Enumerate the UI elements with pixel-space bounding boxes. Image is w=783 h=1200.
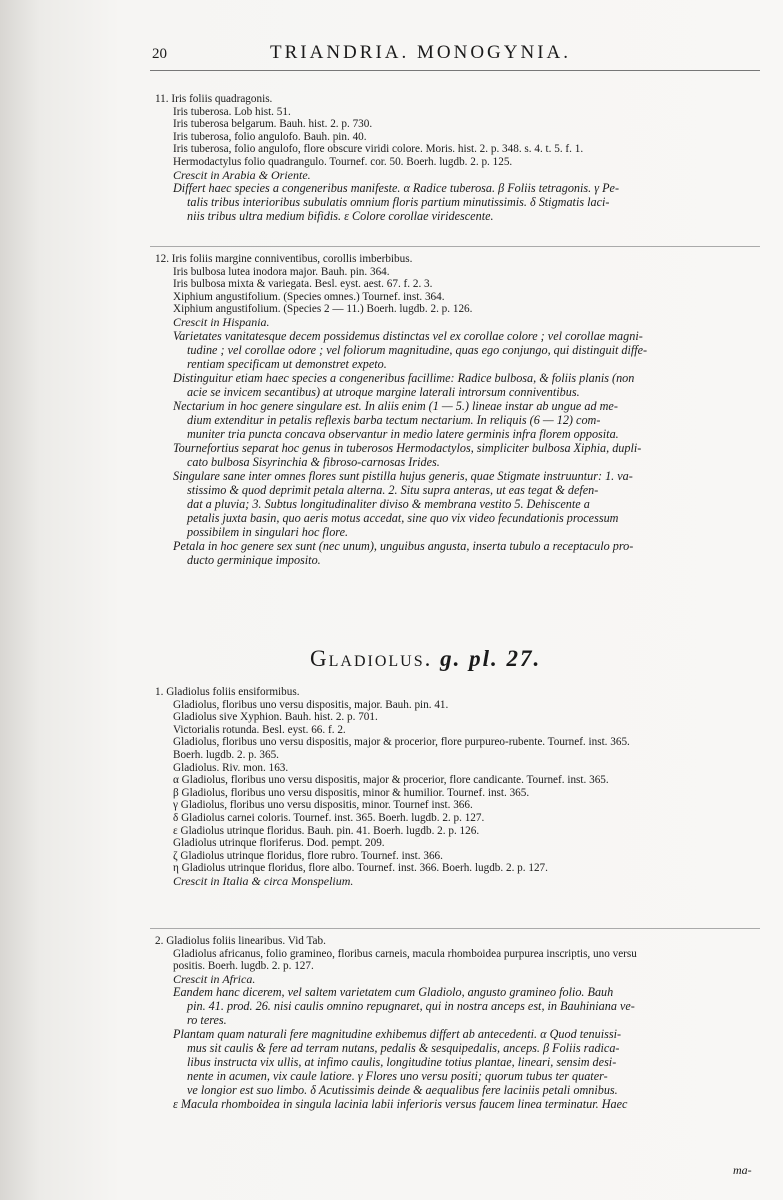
note-line: Varietates vanitatesque decem possidemus distinctas vel ex corollae colore ; vel corollae magni- xyxy=(173,328,643,343)
header-rule xyxy=(150,70,760,71)
synonym-line: Iris tuberosa belgarum. Bauh. hist. 2. p. 730. xyxy=(173,118,373,131)
entry-heading: 1. Gladiolus foliis ensiformibus. xyxy=(155,686,300,698)
variety-line: ε Gladiolus utrinque floridus. Bauh. pin. 41. Boerh. lugdb. 2. p. 126. xyxy=(173,824,480,837)
note-line: Petala in hoc genere sex sunt (nec unum), unguibus angusta, inserta tubulo a receptaculo pro- xyxy=(173,538,634,553)
note-line: cato bulbosa Sisyrinchia & fibroso-carnosas Irides. xyxy=(187,454,440,469)
entry-separator xyxy=(150,928,760,929)
synonym-line: Gladiolus utrinque floriferus. Dod. pempt. 209. xyxy=(173,837,385,850)
habitat-line: Crescit in Arabia & Oriente. xyxy=(173,168,311,182)
synonym-line: Hermodactylus folio quadrangulo. Tournef. cor. 50. Boerh. lugdb. 2. p. 125. xyxy=(173,155,513,168)
note-line: possibilem in singulari hoc flore. xyxy=(187,524,349,539)
synonym-line: Victorialis rotunda. Besl. eyst. 66. f. 2. xyxy=(173,723,346,736)
entry-gladiolus-2 xyxy=(155,935,760,1111)
synonym-line: Gladiolus africanus, folio gramineo, floribus carneis, macula rhomboidea purpurea inscriptis, uno versu xyxy=(173,947,637,960)
page-header xyxy=(152,42,752,68)
variety-line: ζ Gladiolus utrinque floridus, flore rubro. Tournef. inst. 366. xyxy=(173,849,443,862)
note-line: nente in acumen, vix caule latiore. γ Flores uno versu positi; quorum tubus ter quater- xyxy=(187,1069,608,1084)
note-line: petalis juxta basin, quo aeris motus accedat, sine quo vix video fecundationis processum xyxy=(187,510,619,525)
running-title: TRIANDRIA. MONOGYNIA. xyxy=(270,42,572,63)
note-line: Nectarium in hoc genere singulare est. In aliis enim (1 — 5.) lineae instar ab ungue ad me- xyxy=(173,398,618,413)
note-line: stissimo & quod deprimit petala alterna. 2. Situ supra anteras, ut eas tegat & defen- xyxy=(187,482,599,497)
note-line: ro teres. xyxy=(187,1013,227,1028)
synonym-line: positis. Boerh. lugdb. 2. p. 127. xyxy=(173,960,314,973)
note-line: dat a pluvia; 3. Subtus longitudinaliter diviso & membrana vestito 5. Dehiscente a xyxy=(187,496,590,511)
note-line: mus sit caulis & fere ad terram nutans, pedalis & sesquipedalis, anceps. β Foliis radica- xyxy=(187,1041,620,1056)
note-line: libus instructa vix ullis, at infimo caulis, longitudine totius plantae, lineari, sensim desi- xyxy=(187,1055,617,1070)
synonym-line: Boerh. lugdb. 2. p. 365. xyxy=(173,748,279,761)
habitat-line: Crescit in Italia & circa Monspelium. xyxy=(173,874,354,888)
synonym-line: Gladiolus sive Xyphion. Bauh. hist. 2. p. 701. xyxy=(173,711,378,724)
variety-line: β Gladiolus, floribus uno versu dispositis, minor & humilior. Tournef. inst. 365. xyxy=(173,786,530,799)
genus-reference: g. pl. 27. xyxy=(440,646,542,671)
genus-title xyxy=(310,646,541,672)
synonym-line: Gladiolus, floribus uno versu dispositis, major. Bauh. pin. 41. xyxy=(173,698,449,711)
synonym-line: Gladiolus. Riv. mon. 163. xyxy=(173,761,289,774)
note-line: Singulare sane inter omnes flores sunt pistilla hujus generis, quae Stigmate instruuntur: 1. va- xyxy=(173,468,633,483)
entry-iris-11 xyxy=(155,93,760,223)
note-line: ε Macula rhomboidea in singula lacinia labii inferioris versus faucem linea terminatur. Haec xyxy=(173,1097,628,1112)
page-number: 20 xyxy=(152,46,167,62)
note-line: Distinguitur etiam haec species a congeneribus facillime: Radice bulbosa, & foliis planis (non xyxy=(173,370,635,385)
variety-line: α Gladiolus, floribus uno versu dispositis, major & procerior, flore candicante. Tournef. inst. 365. xyxy=(173,774,609,787)
synonym-line: Iris bulbosa lutea inodora major. Bauh. pin. 364. xyxy=(173,265,390,278)
synonym-line: Xiphium angustifolium. (Species 2 — 11.) Boerh. lugdb. 2. p. 126. xyxy=(173,303,473,316)
synonym-line: Iris tuberosa. Lob hist. 51. xyxy=(173,105,291,118)
catchword: ma- xyxy=(733,1163,752,1177)
note-line: tudine ; vel corollae odore ; vel foliorum magnitudine, quas ego conjungo, qui distinguit diffe- xyxy=(187,342,648,357)
note-line: Differt haec species a congeneribus manifeste. α Radice tuberosa. β Foliis tetragonis. γ Pe- xyxy=(173,181,620,196)
synonym-line: Iris tuberosa, folio angulofo. Bauh. pin. 40. xyxy=(173,130,367,143)
note-line: muniter tria puncta concava observantur in medio latere germinis infra florem opposita. xyxy=(187,426,619,441)
entry-heading: 11. Iris foliis quadragonis. xyxy=(155,93,273,105)
entry-heading: 2. Gladiolus foliis linearibus. Vid Tab. xyxy=(155,935,326,947)
synonym-line: Iris tuberosa, folio angulofo, flore obscure viridi colore. Moris. hist. 2. p. 348. s. 4. t. 5. f. 1. xyxy=(173,143,584,156)
note-line: Plantam quam naturali fere magnitudine exhibemus differt ab antecedenti. α Quod tenuissi- xyxy=(173,1027,622,1042)
synonym-line: Xiphium angustifolium. (Species omnes.) Tournef. inst. 364. xyxy=(173,290,445,303)
habitat-line: Crescit in Hispania. xyxy=(173,315,270,329)
entry-iris-12 xyxy=(155,253,760,567)
synonym-line: Gladiolus, floribus uno versu dispositis, major & procerior, flore purpureo-rubente. Tournef. inst. 365. xyxy=(173,736,630,749)
synonym-line: Iris bulbosa mixta & variegata. Besl. eyst. aest. 67. f. 2. 3. xyxy=(173,278,433,291)
note-line: ducto germinique imposito. xyxy=(187,552,321,567)
entry-gladiolus-1 xyxy=(155,686,760,888)
note-line: dium extenditur in petalis reflexis barba tectum nectarium. In reliquis (6 — 12) com- xyxy=(187,412,601,427)
note-line: niis tribus ultra medium bifidis. ε Colore corollae viridescente. xyxy=(187,209,494,224)
variety-line: η Gladiolus utrinque floridus, flore albo. Tournef. inst. 366. Boerh. lugdb. 2. p. 127. xyxy=(173,862,548,875)
note-line: acie se invicem secantibus) at utroque margine laterali introrsum conniventibus. xyxy=(187,384,580,399)
entry-heading: 12. Iris foliis margine conniventibus, corollis imberbibus. xyxy=(155,253,413,265)
note-line: pin. 41. prod. 26. nisi caulis omnino repugnaret, qui in nostra anceps est, in Bauhiniana ve- xyxy=(187,999,635,1014)
entry-separator xyxy=(150,246,760,247)
note-line: Eandem hanc dicerem, vel saltem varietatem cum Gladiolo, angusto gramineo folio. Bauh xyxy=(173,985,614,1000)
note-line: Tournefortius separat hoc genus in tuberosos Hermodactylos, simpliciter bulbosa Xiphia, dupli- xyxy=(173,440,642,455)
note-line: talis tribus interioribus subulatis omnium floris partium minutissimis. δ Stigmatis laci- xyxy=(187,195,610,210)
genus-name: Gladiolus. xyxy=(310,646,433,671)
note-line: rentiam specificam ut demonstret expeto. xyxy=(187,356,387,371)
variety-line: γ Gladiolus, floribus uno versu dispositis, minor. Tournef inst. 366. xyxy=(173,799,473,812)
variety-line: δ Gladiolus carnei coloris. Tournef. inst. 365. Boerh. lugdb. 2. p. 127. xyxy=(173,811,485,824)
note-line: ve longior est suo limbo. δ Acutissimis deinde & aequalibus fere laciniis petali omnibus. xyxy=(187,1083,618,1098)
habitat-line: Crescit in Africa. xyxy=(173,972,256,986)
